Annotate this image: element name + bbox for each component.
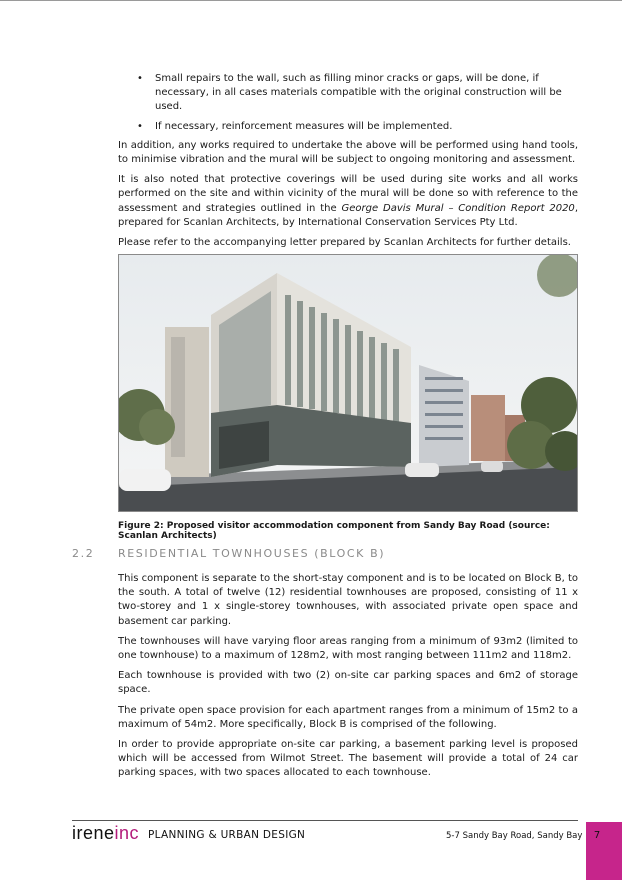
section-paragraph: Each townhouse is provided with two (2) on-site car parking spaces and 6m2 of storage space. bbox=[118, 670, 578, 696]
section-title: RESIDENTIAL TOWNHOUSES (BLOCK B) bbox=[118, 547, 386, 560]
figure-caption: Figure 2: Proposed visitor accommodation component from Sandy Bay Road (source: Scanlan Architects) bbox=[118, 521, 550, 541]
section-paragraph: In order to provide appropriate on-site car parking, a basement parking level is proposed which will be accessed from Wilmot Street. The basement will provide a total of 24 car parking spaces, with two spaces allocated to each townhouse. bbox=[118, 739, 578, 779]
top-rule bbox=[0, 0, 622, 1]
paragraph-hand-tools: In addition, any works required to undertake the above will be performed using hand tools, to minimise vibration and the mural will be subject to ongoing monitoring and assessment. bbox=[118, 139, 578, 166]
paragraph-letter-reference: Please refer to the accompanying letter prepared by Scanlan Architects for further details. bbox=[118, 237, 571, 249]
building-render-image bbox=[118, 254, 578, 512]
footer-rule bbox=[72, 820, 578, 821]
brand-logo bbox=[72, 823, 139, 844]
bullet-list bbox=[118, 72, 578, 134]
section-heading bbox=[72, 547, 385, 560]
bullet-text: Small repairs to the wall, such as filling minor cracks or gaps, will be done, if necessary, in all cases materials compatible with the original construction will be used. bbox=[155, 73, 562, 113]
bullet-dot: • bbox=[137, 120, 143, 132]
report-title: George Davis Mural – Condition Report 2020 bbox=[341, 202, 575, 214]
bullet-item bbox=[118, 120, 578, 134]
section-paragraph: The private open space provision for each apartment ranges from a minimum of 15m2 to a maximum of 54m2. More specifically, Block B is comprised of the following. bbox=[118, 704, 578, 730]
bullet-dot: • bbox=[137, 73, 143, 84]
section-paragraph: The townhouses will have varying floor areas ranging from a minimum of 93m2 (limited to one townhouse) to a maximum of 128m2, with most ranging between 111m2 and 118m2. bbox=[118, 635, 578, 662]
body-text-lower bbox=[118, 572, 578, 787]
brand-accent: inc bbox=[114, 823, 140, 843]
page-number-box bbox=[586, 822, 622, 880]
section-number: 2.2 bbox=[72, 547, 95, 560]
body-text-upper bbox=[118, 72, 578, 256]
section-paragraph: This component is separate to the short-stay component and is to be located on Block B, to the south. A total of twelve (12) residential townhouses are proposed, consisting of 11 x two-storey and 1 x single-storey townhouses, with associated private open space and basement car parking. bbox=[118, 573, 578, 627]
page-number: 7 bbox=[593, 830, 601, 841]
brand-main: irene bbox=[72, 823, 115, 843]
brand-tagline: PLANNING & URBAN DESIGN bbox=[148, 829, 306, 841]
bullet-text: If necessary, reinforcement measures will be implemented. bbox=[155, 120, 453, 132]
bullet-item bbox=[118, 72, 578, 115]
paragraph-protective-coverings: It is also noted that protective coverings will be used during site works and all works performed on the site and within vicinity of the mural will be done so with reference to the assessment and strategies outlined in the George Davis Mural – Condition Report 2020, prepared for Scanlan Architects, by International Conservation Services Pty Ltd. bbox=[118, 174, 578, 228]
footer-address: 5-7 Sandy Bay Road, Sandy Bay bbox=[446, 831, 583, 841]
